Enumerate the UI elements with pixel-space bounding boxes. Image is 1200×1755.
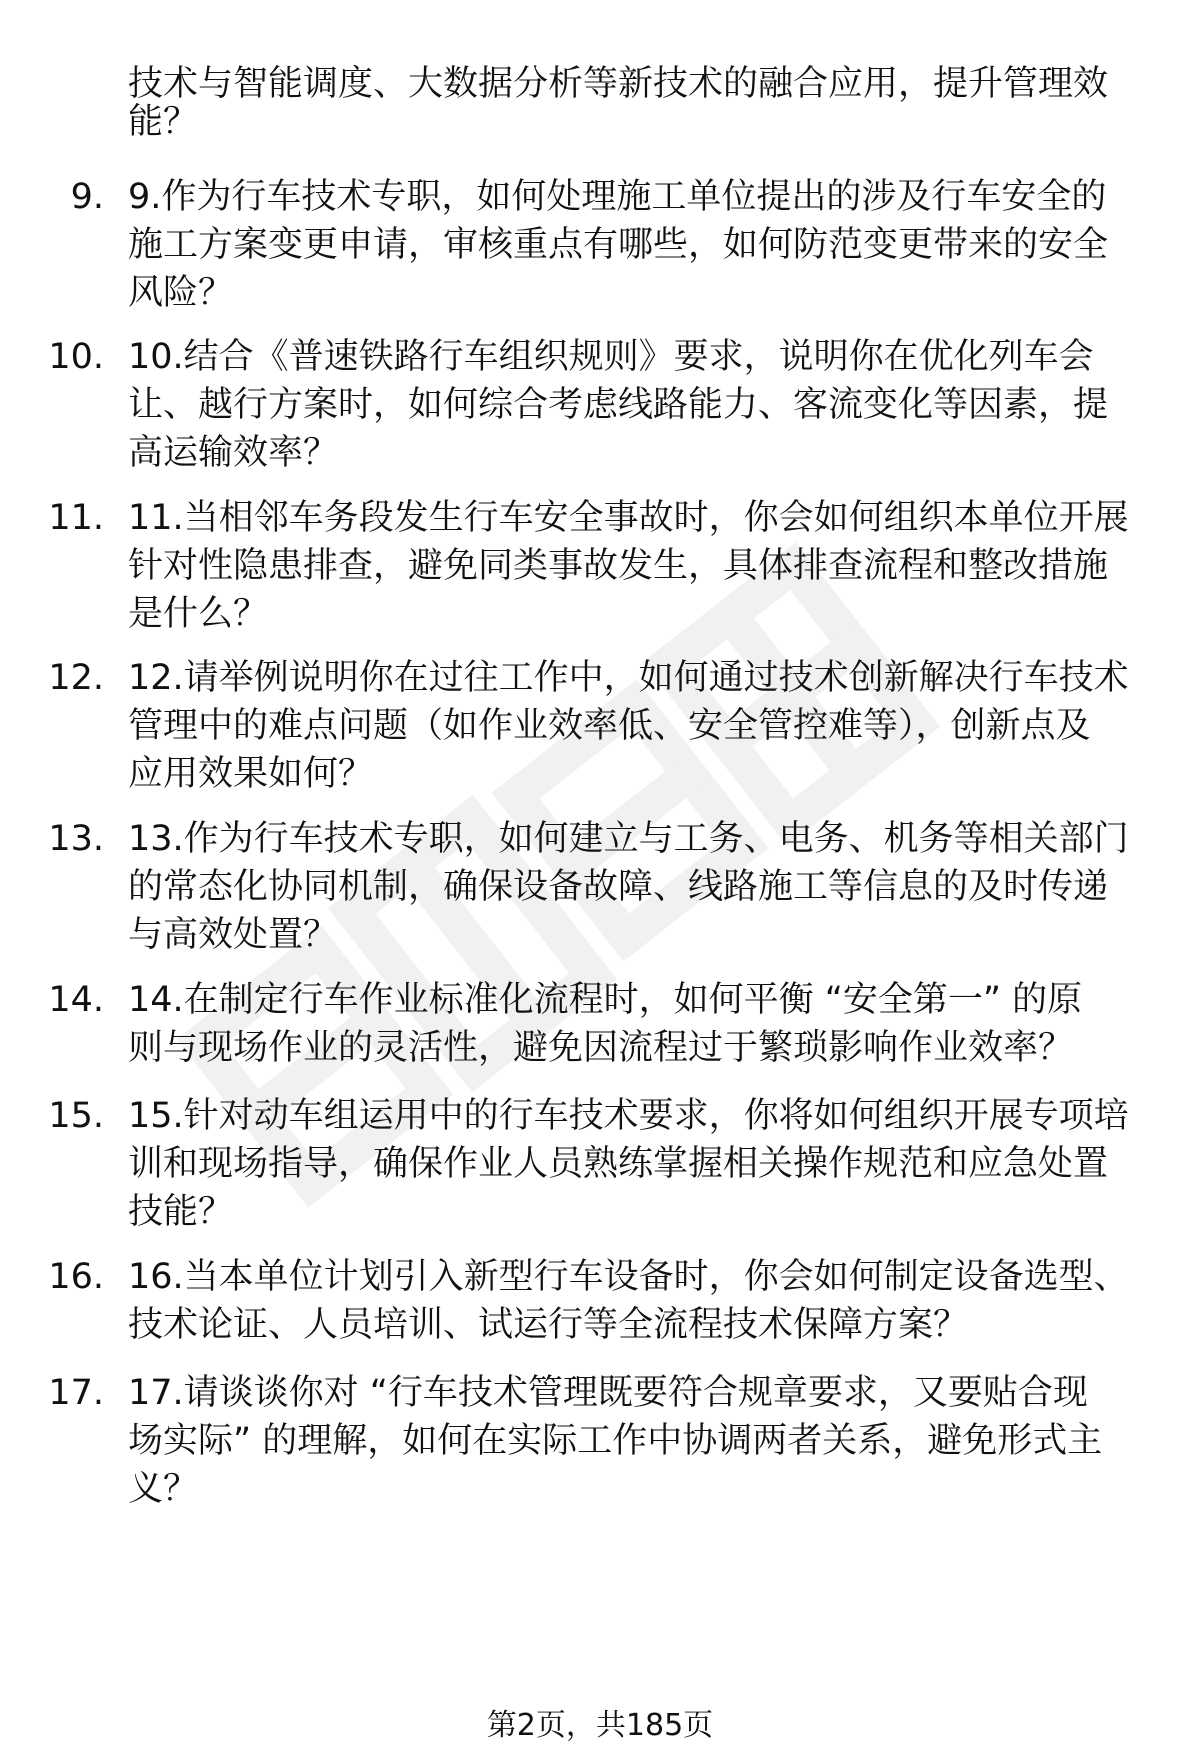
list-item-line: 与高效处置？ xyxy=(128,915,339,955)
list-item-text xyxy=(128,815,1168,959)
list-item-number: 15. xyxy=(48,1096,104,1136)
list-item-text xyxy=(128,333,1168,477)
list-item-number: 12. xyxy=(48,658,104,698)
list-item-line: 是什么？ xyxy=(128,594,269,634)
list-item-line: 9.作为行车技术专职，如何处理施工单位提出的涉及行车安全的 xyxy=(128,177,1107,217)
list-item-line: 技术论证、人员培训、试运行等全流程技术保障方案？ xyxy=(128,1305,969,1345)
list-item-line: 应用效果如何？ xyxy=(128,754,374,794)
list-item-line: 14.在制定行车作业标准化流程时，如何平衡 “安全第一” 的原 xyxy=(128,980,1083,1020)
list-item-line: 16.当本单位计划引入新型行车设备时，你会如何制定设备选型、 xyxy=(128,1257,1129,1297)
list-item-number: 17. xyxy=(48,1373,104,1413)
list-item-number: 16. xyxy=(48,1257,104,1297)
list-item-number: 10. xyxy=(48,337,104,377)
list-item-line: 训和现场指导，确保作业人员熟练掌握相关操作规范和应急处置 xyxy=(128,1144,1109,1184)
list-item-line: 则与现场作业的灵活性，避免因流程过于繁琐影响作业效率？ xyxy=(128,1028,1074,1068)
list-item-number: 9. xyxy=(70,177,104,217)
list-item-number: 11. xyxy=(48,498,104,538)
list-item-line: 管理中的难点问题（如作业效率低、安全管控难等），创新点及 xyxy=(128,706,1091,746)
list-item-text xyxy=(128,1253,1168,1349)
list-item-line: 义？ xyxy=(128,1469,199,1509)
list-item-line: 10.结合《普速铁路行车组织规则》要求，说明你在优化列车会 xyxy=(128,337,1094,377)
list-item-line: 12.请举例说明你在过往工作中，如何通过技术创新解决行车技术 xyxy=(128,658,1129,698)
list-item-text xyxy=(128,173,1168,317)
list-item-line: 场实际” 的理解，如何在实际工作中协调两者关系，避免形式主 xyxy=(128,1421,1103,1461)
list-item-line: 针对性隐患排查，避免同类事故发生，具体排查流程和整改措施 xyxy=(128,546,1109,586)
list-item-line: 11.当相邻车务段发生行车安全事故时，你会如何组织本单位开展 xyxy=(128,498,1129,538)
list-item-line: 技能？ xyxy=(128,1192,234,1232)
list-item-number: 14. xyxy=(48,980,104,1020)
list-item-line: 高运输效率？ xyxy=(128,433,339,473)
list-item-line: 15.针对动车组运用中的行车技术要求，你将如何组织开展专项培 xyxy=(128,1096,1129,1136)
list-item-line: 风险？ xyxy=(128,273,234,313)
list-item-line: 让、越行方案时，如何综合考虑线路能力、客流变化等因素，提 xyxy=(128,385,1109,425)
list-item-text xyxy=(128,1092,1168,1236)
list-item-text xyxy=(128,654,1168,798)
list-item-text xyxy=(128,1369,1168,1513)
list-item-text xyxy=(128,976,1168,1072)
list-item-line: 施工方案变更申请，审核重点有哪些，如何防范变更带来的安全 xyxy=(128,225,1109,265)
continuation-line: 技术与智能调度、大数据分析等新技术的融合应用，提升管理效 xyxy=(128,64,1109,104)
list-item-line: 13.作为行车技术专职，如何建立与工务、电务、机务等相关部门 xyxy=(128,819,1129,859)
list-item-line: 的常态化协同机制，确保设备故障、线路施工等信息的及时传递 xyxy=(128,867,1109,907)
list-item-number: 13. xyxy=(48,819,104,859)
list-item-line: 17.请谈谈你对 “行车技术管理既要符合规章要求，又要贴合现 xyxy=(128,1373,1088,1413)
continuation-line: 能？ xyxy=(128,102,199,142)
page-number-footer: 第2页，共185页 xyxy=(486,1708,714,1743)
list-item-text xyxy=(128,494,1168,638)
